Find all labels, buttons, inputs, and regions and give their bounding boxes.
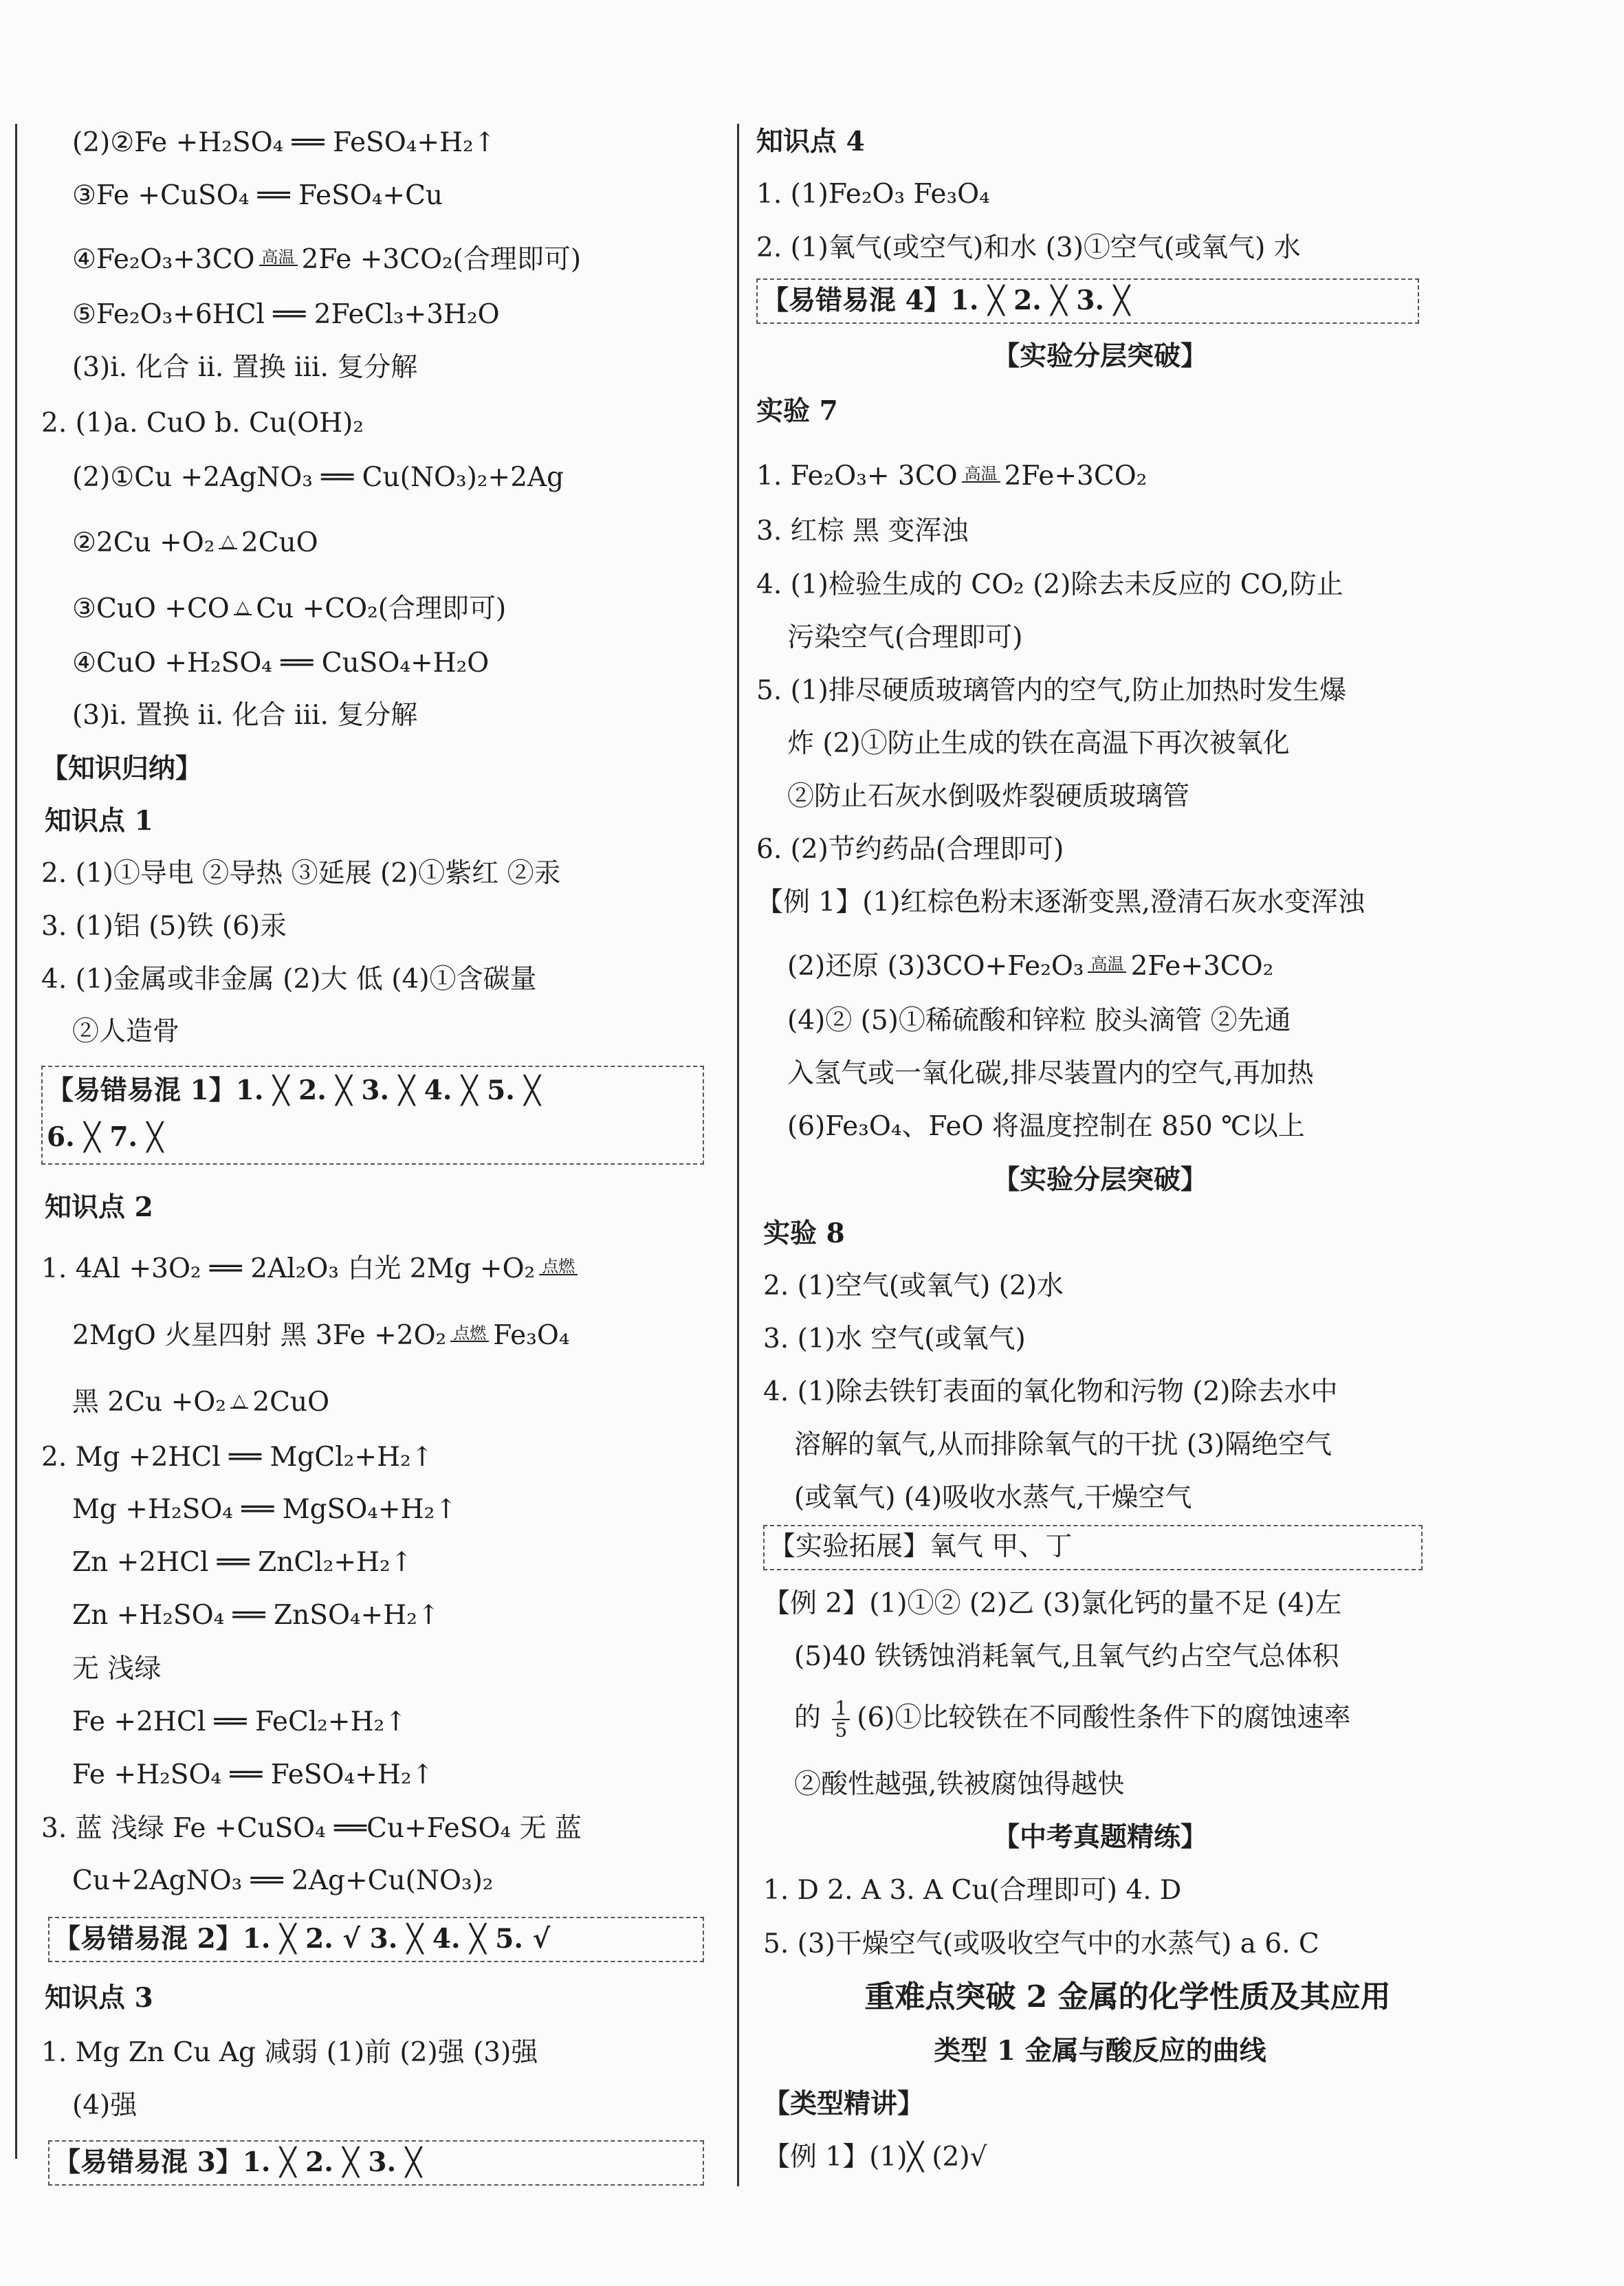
answer-line: Zn +2HCl ══ ZnCl₂+H₂↑ — [72, 1547, 413, 1578]
equation-line — [72, 524, 318, 562]
products: Cu +CO₂(合理即可) — [256, 593, 507, 624]
answer-line: 5. (1)排尽硬质玻璃管内的空气,防止加热时发生爆 — [756, 675, 1347, 706]
experiment-extension-box — [763, 1525, 1423, 1570]
reactants: 1. Fe₂O₃+ 3CO — [756, 461, 958, 492]
answer-line: 炸 (2)①防止生成的铁在高温下再次被氧化 — [787, 728, 1290, 759]
answer-line: ③Fe +CuSO₄ ══ FeSO₄+Cu — [72, 180, 443, 211]
answer-line: 1. D 2. A 3. A Cu(合理即可) 4. D — [763, 1875, 1182, 1906]
type-subtitle: 类型 1 金属与酸反应的曲线 — [934, 2035, 1266, 2067]
experiment-heading: 实验 7 — [756, 395, 838, 427]
answer-line-with-fraction — [794, 1698, 1351, 1741]
equation-line — [41, 1250, 582, 1288]
heat-condition: △ — [219, 533, 237, 549]
answer-line: 2. (1)氧气(或空气)和水 (3)①空气(或氧气) 水 — [756, 232, 1301, 263]
section-heading: 【实验分层突破】 — [992, 340, 1207, 372]
section-heading: 【知识归纳】 — [41, 753, 203, 784]
products: 2CuO — [252, 1387, 330, 1418]
equation-line — [756, 457, 1147, 496]
answer-line: ②防止石灰水倒吸炸裂硬质玻璃管 — [787, 781, 1190, 812]
equation-text: (2)还原 (3)3CO+Fe₂O₃ — [787, 951, 1084, 982]
answer-line: 2. (1)a. CuO b. Cu(OH)₂ — [41, 408, 364, 439]
answer-line: ②人造骨 — [72, 1016, 180, 1047]
answer-line: (4)② (5)①稀硫酸和锌粒 胶头滴管 ②先通 — [787, 1005, 1291, 1036]
equation-text: 2MgO 火星四射 黑 3Fe +2O₂ — [72, 1320, 447, 1351]
answer-line: 3. 红棕 黑 变浑浊 — [756, 516, 969, 547]
condition-label: 高温 — [259, 250, 298, 266]
text: 的 — [794, 1702, 822, 1733]
answer-line: 5. (3)干燥空气(或吸收空气中的水蒸气) a 6. C — [763, 1928, 1319, 1959]
products: 2Fe +3CO₂(合理即可) — [301, 244, 582, 275]
knowledge-point-heading: 知识点 2 — [45, 1191, 153, 1223]
box-line: 【实验拓展】氧气 甲、丁 — [769, 1531, 1073, 1562]
equation-text: 黑 2Cu +O₂ — [72, 1387, 226, 1418]
answer-line: (2)②Fe +H₂SO₄ ══ FeSO₄+H₂↑ — [72, 127, 496, 158]
equation-line — [72, 590, 506, 628]
box-line: 【易错易混 2】1. ╳ 2. √ 3. ╳ 4. ╳ 5. √ — [54, 1923, 551, 1955]
answer-line: 污染空气(合理即可) — [787, 622, 1023, 653]
column-divider — [737, 124, 739, 2186]
reactants: ②2Cu +O₂ — [72, 527, 215, 558]
answer-line: (或氧气) (4)吸收水蒸气,干燥空气 — [794, 1482, 1192, 1513]
answer-line: 2. Mg +2HCl ══ MgCl₂+H₂↑ — [41, 1442, 434, 1473]
equation-line — [72, 1383, 329, 1422]
answer-line: (5)40 铁锈蚀消耗氧气,且氧气约占空气总体积 — [794, 1641, 1339, 1672]
answer-line: (2)①Cu +2AgNO₃ ══ Cu(NO₃)₂+2Ag — [72, 462, 564, 493]
common-mistakes-box-1 — [41, 1066, 704, 1165]
example-line: 【例 1】(1)╳ (2)√ — [763, 2142, 987, 2173]
example-line: 【例 1】(1)红棕色粉末逐渐变黑,澄清石灰水变浑浊 — [756, 887, 1365, 918]
answer-line: Zn +H₂SO₄ ══ ZnSO₄+H₂↑ — [72, 1600, 440, 1631]
answer-line: 4. (1)检验生成的 CO₂ (2)除去未反应的 CO,防止 — [756, 569, 1343, 600]
condition-label: 高温 — [962, 466, 1000, 483]
box-line: 【易错易混 4】1. ╳ 2. ╳ 3. ╳ — [762, 285, 1130, 316]
knowledge-point-heading: 知识点 3 — [45, 1982, 153, 2014]
answer-line: ⑤Fe₂O₃+6HCl ══ 2FeCl₃+3H₂O — [72, 299, 500, 330]
answer-line: (3)i. 置换 ii. 化合 iii. 复分解 — [72, 700, 418, 731]
products: Fe₃O₄ — [493, 1320, 570, 1351]
answer-line: (3)i. 化合 ii. 置换 iii. 复分解 — [72, 352, 418, 383]
common-mistakes-box-3 — [48, 2140, 704, 2186]
answer-line: ②酸性越强,铁被腐蚀得越快 — [794, 1769, 1125, 1800]
answer-line: 3. (1)水 空气(或氧气) — [763, 1323, 1026, 1354]
section-heading: 【中考真题精练】 — [992, 1821, 1207, 1853]
box-line: 【易错易混 3】1. ╳ 2. ╳ 3. ╳ — [54, 2146, 422, 2178]
fraction-denominator: 5 — [835, 1719, 848, 1741]
left-margin-rule — [15, 124, 17, 2159]
answer-line: Cu+2AgNO₃ ══ 2Ag+Cu(NO₃)₂ — [72, 1865, 494, 1896]
products: 2CuO — [241, 527, 318, 558]
reactants: ④Fe₂O₃+3CO — [72, 244, 255, 275]
fraction — [832, 1698, 850, 1741]
heat-condition: △ — [234, 599, 252, 615]
fraction-numerator: 1 — [832, 1698, 850, 1720]
products: 2Fe+3CO₂ — [1004, 461, 1148, 492]
answer-line: 无 浅绿 — [72, 1653, 162, 1684]
heat-condition: △ — [230, 1392, 248, 1409]
answer-line: (6)Fe₃O₄、FeO 将温度控制在 850 ℃以上 — [787, 1111, 1305, 1142]
answer-line: 1. (1)Fe₂O₃ Fe₃O₄ — [756, 179, 990, 210]
experiment-heading: 实验 8 — [763, 1218, 845, 1249]
answer-line: ④CuO +H₂SO₄ ══ CuSO₄+H₂O — [72, 648, 490, 679]
reactants: ③CuO +CO — [72, 593, 230, 624]
example-line: 【例 2】(1)①② (2)乙 (3)氯化钙的量不足 (4)左 — [763, 1588, 1342, 1619]
products: 2Fe+3CO₂ — [1130, 951, 1274, 982]
box-line: 6. ╳ 7. ╳ — [47, 1121, 164, 1153]
answer-line: 1. Mg Zn Cu Ag 减弱 (1)前 (2)强 (3)强 — [41, 2037, 538, 2068]
condition-label: 点燃 — [539, 1259, 578, 1275]
text: (6)①比较铁在不同酸性条件下的腐蚀速率 — [857, 1702, 1351, 1733]
equation-line — [72, 1317, 569, 1355]
common-mistakes-box-4 — [756, 278, 1419, 324]
answer-line: 3. 蓝 浅绿 Fe +CuSO₄ ══Cu+FeSO₄ 无 蓝 — [41, 1813, 582, 1844]
section-heading: 【类型精讲】 — [763, 2088, 925, 2120]
box-line: 【易错易混 1】1. ╳ 2. ╳ 3. ╳ 4. ╳ 5. ╳ — [47, 1075, 540, 1106]
equation-line — [72, 241, 581, 279]
answer-line: 入氢气或一氧化碳,排尽装置内的空气,再加热 — [787, 1058, 1314, 1089]
condition-label: 高温 — [1088, 956, 1126, 973]
answer-line: 4. (1)除去铁钉表面的氧化物和污物 (2)除去水中 — [763, 1376, 1338, 1407]
common-mistakes-box-2 — [48, 1917, 704, 1962]
answer-line: Mg +H₂SO₄ ══ MgSO₄+H₂↑ — [72, 1494, 457, 1525]
answer-line: 4. (1)金属或非金属 (2)大 低 (4)①含碳量 — [41, 964, 537, 995]
answer-line: (4)强 — [72, 2090, 138, 2121]
condition-label: 点燃 — [450, 1326, 489, 1342]
answer-line: Fe +H₂SO₄ ══ FeSO₄+H₂↑ — [72, 1759, 435, 1790]
answer-line: 溶解的氧气,从而排除氧气的干扰 (3)隔绝空气 — [794, 1429, 1332, 1460]
knowledge-point-heading: 知识点 4 — [756, 126, 865, 157]
answer-line: 2. (1)①导电 ②导热 ③延展 (2)①紫红 ②汞 — [41, 858, 561, 889]
knowledge-point-heading: 知识点 1 — [45, 805, 153, 837]
equation-line — [787, 947, 1273, 986]
answer-line: 3. (1)铝 (5)铁 (6)汞 — [41, 911, 287, 942]
chapter-title: 重难点突破 2 金属的化学性质及其应用 — [864, 1979, 1391, 2014]
equation-text: 1. 4Al +3O₂ ══ 2Al₂O₃ 白光 2Mg +O₂ — [41, 1253, 536, 1284]
section-heading: 【实验分层突破】 — [992, 1164, 1207, 1196]
answer-line: Fe +2HCl ══ FeCl₂+H₂↑ — [72, 1706, 407, 1737]
answer-line: 2. (1)空气(或氧气) (2)水 — [763, 1271, 1064, 1301]
answer-line: 6. (2)节约药品(合理即可) — [756, 834, 1064, 865]
